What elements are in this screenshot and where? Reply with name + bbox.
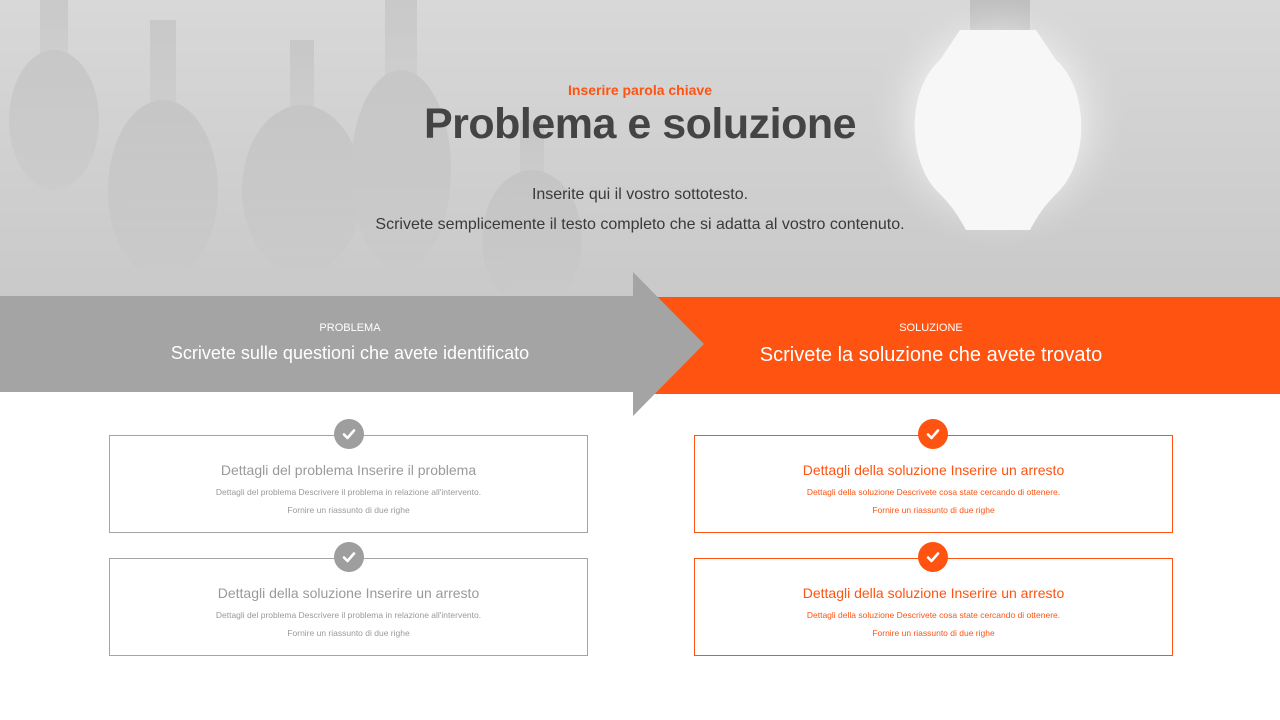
solution-label: SOLUZIONE [899, 322, 963, 334]
card-description: Dettagli del problema Descrivere il problema in relazione all'intervento. [215, 610, 482, 620]
solution-text: Scrivete la soluzione che avete trovato [759, 344, 1103, 366]
card-summary: Fornire un riassunto di due righe [872, 628, 995, 638]
problem-card-2 [109, 558, 588, 656]
subtitle-line-1: Inserite qui il vostro sottotesto. [531, 186, 749, 203]
check-circle-icon [918, 542, 948, 572]
card-title: Dettagli della soluzione Inserire un arresto [802, 462, 1065, 478]
check-circle-icon [334, 419, 364, 449]
card-title: Dettagli del problema Inserire il problema [220, 462, 477, 478]
problem-text: Scrivete sulle questioni che avete identificato [170, 343, 530, 363]
solution-card-2 [694, 558, 1173, 656]
hero-banner [0, 0, 1280, 300]
check-circle-icon [918, 419, 948, 449]
problem-label: PROBLEMA [319, 322, 381, 334]
card-description: Dettagli del problema Descrivere il problema in relazione all'intervento. [215, 487, 482, 497]
card-description: Dettagli della soluzione Descrivete cosa state cercando di ottenere. [806, 487, 1061, 497]
check-circle-icon [334, 542, 364, 572]
card-summary: Fornire un riassunto di due righe [872, 505, 995, 515]
problem-card-1 [109, 435, 588, 533]
card-title: Dettagli della soluzione Inserire un arresto [217, 585, 480, 601]
subtitle-line-2: Scrivete semplicemente il testo completo che si adatta al vostro contenuto. [375, 216, 905, 233]
light-bulbs-background-photo [0, 0, 1280, 300]
keyword-label: Inserire parola chiave [568, 82, 712, 98]
card-title: Dettagli della soluzione Inserire un arresto [802, 585, 1065, 601]
card-summary: Fornire un riassunto di due righe [287, 505, 410, 515]
card-summary: Fornire un riassunto di due righe [287, 628, 410, 638]
card-description: Dettagli della soluzione Descrivete cosa state cercando di ottenere. [806, 610, 1061, 620]
solution-card-1 [694, 435, 1173, 533]
page-title: Problema e soluzione [423, 100, 857, 148]
